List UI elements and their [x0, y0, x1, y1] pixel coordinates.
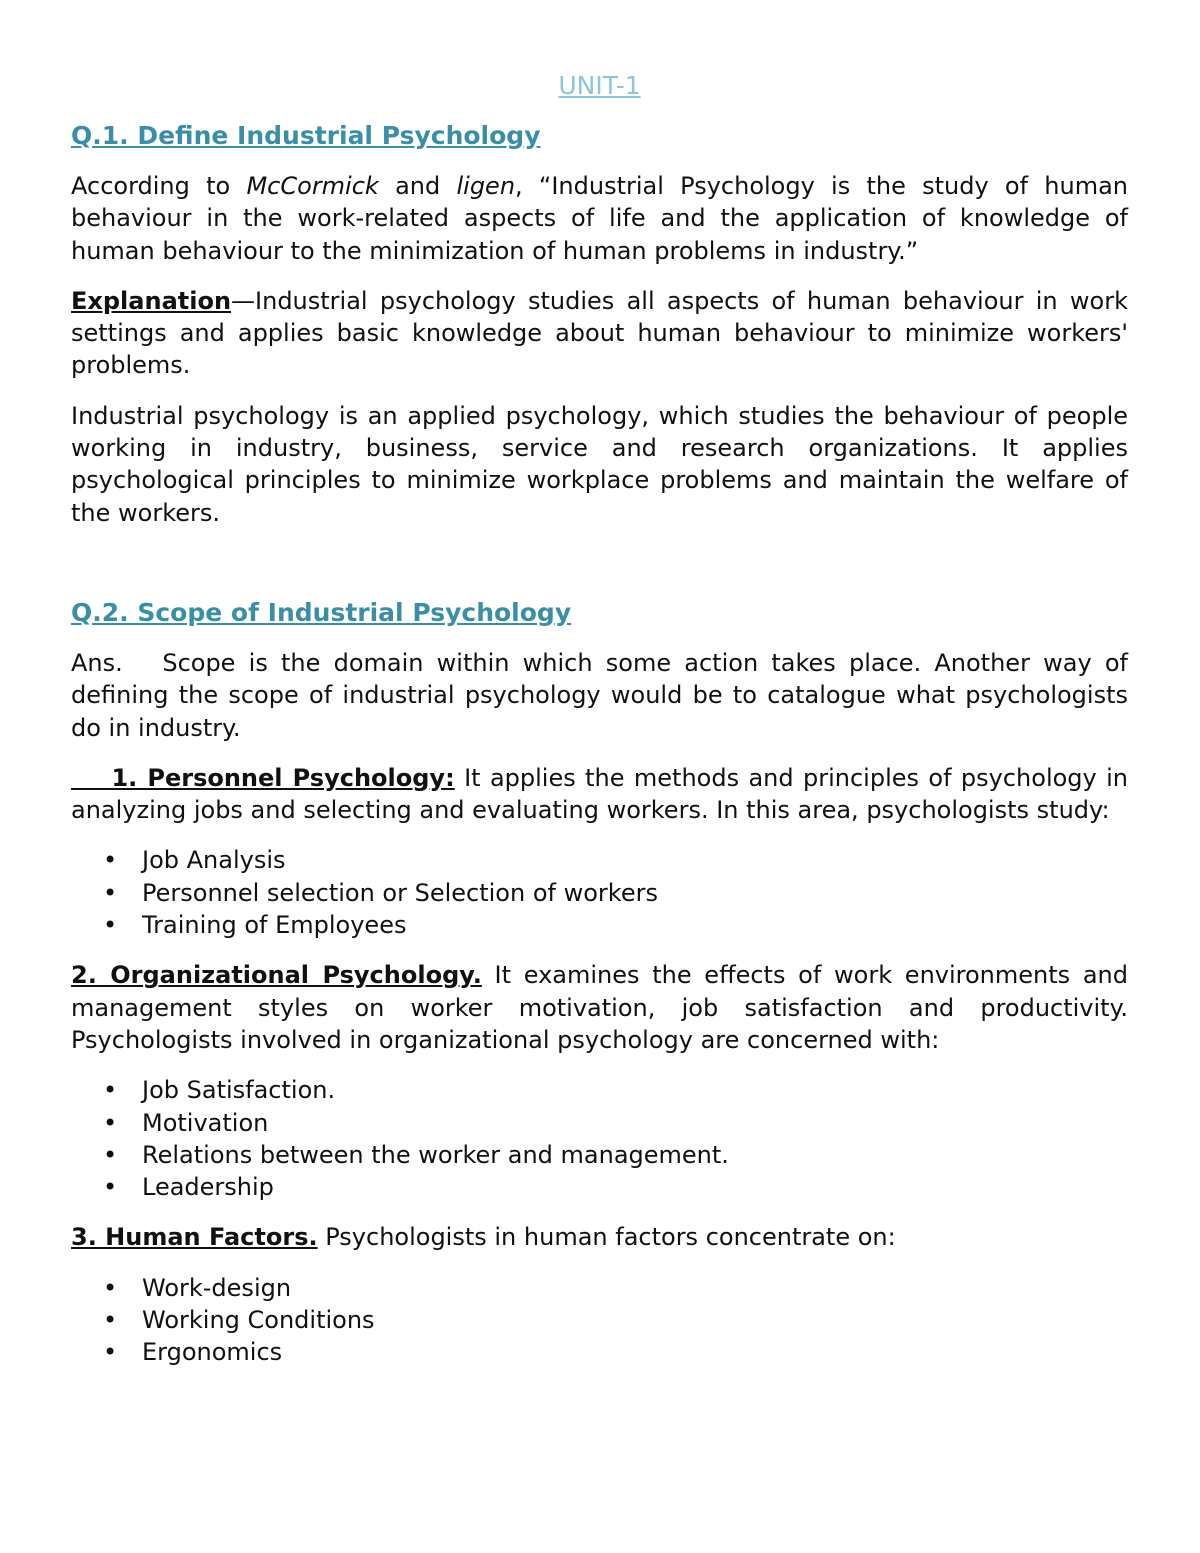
list-item [71, 1139, 1128, 1171]
list-item [71, 1272, 1128, 1304]
explanation-text: —Industrial psychology studies all aspects of human behaviour in work settings and applies basic knowledge about human behaviour to minimize workers' problems. [71, 286, 1128, 380]
unit-title: UNIT-1 [558, 71, 641, 100]
author-mccormick: McCormick [246, 172, 379, 200]
sec1-paragraph [71, 762, 1128, 827]
list-item-text: Work-design [142, 1273, 292, 1302]
list-item-text: Training of Employees [142, 911, 407, 940]
sec2-list [71, 1074, 1128, 1203]
bullet-icon: • [103, 846, 118, 875]
sec2-label: 2. Organizational Psychology. [71, 961, 482, 990]
def-and: and [378, 172, 457, 200]
q2-answer: Ans. Scope is the domain within which some action takes place. Another way of defining the scope of industrial psychology would be to catalogue what psychologists do in industry. [71, 648, 1136, 742]
sec2-paragraph [71, 959, 1128, 1056]
bullet-icon: • [103, 1306, 118, 1335]
sec1-label: 1. Personnel Psychology: [71, 763, 455, 792]
bullet-icon: • [103, 1338, 118, 1367]
section-spacer [71, 547, 1128, 595]
bullet-icon: • [103, 1173, 118, 1202]
bullet-icon: • [103, 911, 118, 940]
list-item-text: Working Conditions [142, 1306, 375, 1335]
def-lead: According to [71, 172, 247, 200]
sec3-label: 3. Human Factors. [71, 1223, 318, 1252]
sec3-paragraph [71, 1221, 1128, 1253]
q1-heading: Q.1. Define Industrial Psychology [71, 121, 541, 150]
sec1-text: It applies the methods and principles of psychology in analyzing jobs and selecting and evaluating workers. In this area, psychologists study: [71, 763, 1128, 825]
list-item [71, 877, 1128, 909]
def-rest: , “Industrial Psychology is the study of human behaviour in the work-related aspects of life and the application of knowledge of human behaviour to the minimization of human problems in industry.” [71, 172, 1128, 265]
list-item [71, 909, 1128, 941]
sec1-list [71, 844, 1128, 941]
document-page [71, 68, 1136, 1387]
list-item-text: Motivation [142, 1108, 269, 1137]
author-ligen: ligen [456, 172, 516, 200]
list-item [71, 1074, 1128, 1106]
q1-definition [71, 170, 1128, 267]
list-item [71, 1336, 1128, 1368]
list-item-text: Personnel selection or Selection of workers [142, 878, 658, 907]
list-item-text: Job Analysis [142, 846, 286, 875]
explanation-label: Explanation [71, 286, 232, 315]
list-item-text: Ergonomics [142, 1338, 283, 1367]
list-item-text: Relations between the worker and management. [142, 1140, 729, 1169]
list-item [71, 844, 1128, 876]
q1-explanation [71, 285, 1128, 382]
list-item-text: Job Satisfaction. [142, 1076, 336, 1105]
bullet-icon: • [103, 1273, 118, 1302]
bullet-icon: • [103, 1140, 118, 1169]
list-item [71, 1107, 1128, 1139]
list-item [71, 1304, 1128, 1336]
sec2-text: It examines the effects of work environments and management styles on worker motivation, job satisfaction and productivity. Psychologists involved in organizational psychology are concerned with: [71, 961, 1129, 1054]
list-item-text: Leadership [142, 1173, 274, 1202]
q1-paragraph-3: Industrial psychology is an applied psychology, which studies the behaviour of people working in industry, business, service and research organizations. It applies psychological principles to minimize workplace problems and maintain the welfare of the workers. [71, 401, 1128, 527]
sec3-text: Psychologists in human factors concentrate on: [317, 1223, 896, 1252]
sec3-list [71, 1272, 1128, 1369]
list-item [71, 1171, 1128, 1203]
q2-heading: Q.2. Scope of Industrial Psychology [71, 597, 572, 627]
bullet-icon: • [103, 1076, 118, 1105]
bullet-icon: • [103, 1108, 118, 1137]
bullet-icon: • [103, 878, 118, 907]
